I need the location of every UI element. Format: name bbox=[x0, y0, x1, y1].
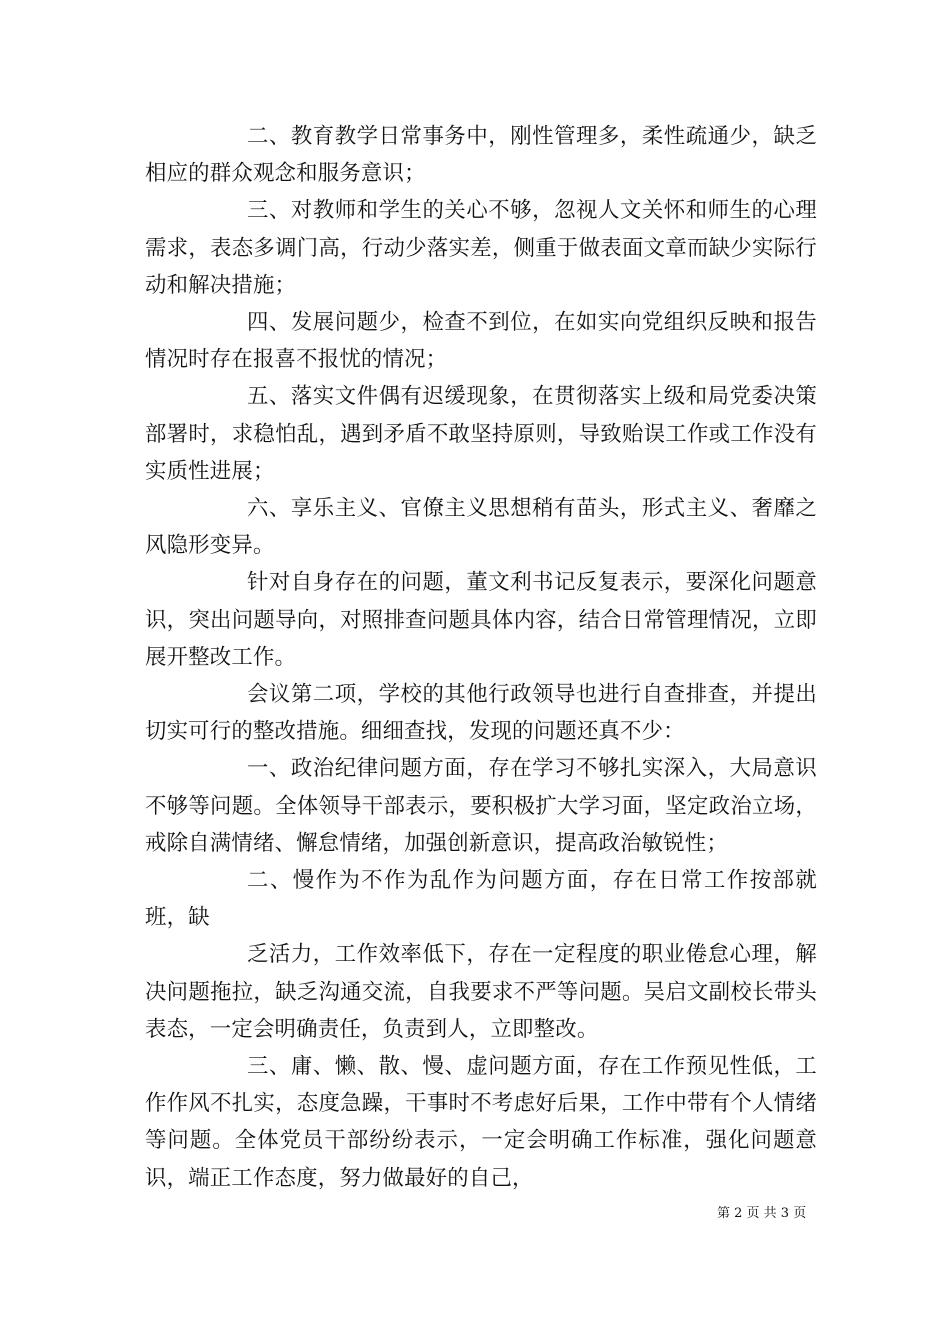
paragraph-9: 二、慢作为不作为乱作为问题方面，存在日常工作按部就班，缺 bbox=[145, 868, 817, 931]
paragraph-7: 会议第二项，学校的其他行政领导也进行自查排查，并提出切实可行的整改措施。细细查找，发现的问题还真不少： bbox=[145, 682, 817, 745]
paragraph-1: 二、教育教学日常事务中，刚性管理多，柔性疏通少，缺乏相应的群众观念和服务意识； bbox=[145, 124, 817, 187]
paragraph-2: 三、对教师和学生的关心不够，忽视人文关怀和师生的心理需求，表态多调门高，行动少落实差，侧重于做表面文章而缺少实际行动和解决措施； bbox=[145, 198, 817, 298]
paragraph-5: 六、享乐主义、官僚主义思想稍有苗头，形式主义、奢靡之风隐形变异。 bbox=[145, 496, 817, 559]
paragraph-8: 一、政治纪律问题方面，存在学习不够扎实深入，大局意识不够等问题。全体领导干部表示，要积极扩大学习面，坚定政治立场，戒除自满情绪、懈怠情绪，加强创新意识，提高政治敏锐性； bbox=[145, 756, 817, 856]
paragraph-4: 五、落实文件偶有迟缓现象，在贯彻落实上级和局党委决策部署时，求稳怕乱，遇到矛盾不敢坚持原则，导致贻误工作或工作没有实质性进展； bbox=[145, 384, 817, 484]
paragraph-3: 四、发展问题少，检查不到位，在如实向党组织反映和报告情况时存在报喜不报忧的情况； bbox=[145, 310, 817, 373]
paragraph-6: 针对自身存在的问题，董文利书记反复表示，要深化问题意识，突出问题导向，对照排查问题具体内容，结合日常管理情况，立即展开整改工作。 bbox=[145, 570, 817, 670]
paragraph-10: 乏活力，工作效率低下，存在一定程度的职业倦怠心理，解决问题拖拉，缺乏沟通交流，自我要求不严等问题。吴启文副校长带头表态，一定会明确责任，负责到人，立即整改。 bbox=[145, 942, 817, 1042]
paragraph-11: 三、庸、懒、散、慢、虚问题方面，存在工作预见性低，工作作风不扎实，态度急躁，干事时不考虑好后果，工作中带有个人情绪等问题。全体党员干部纷纷表示，一定会明确工作标准，强化问题意识，端正工作态度，努力做最好的自己， bbox=[145, 1054, 817, 1191]
page-number-footer: 第 2 页 共 3 页 bbox=[717, 1206, 807, 1221]
document-body bbox=[145, 118, 817, 1197]
